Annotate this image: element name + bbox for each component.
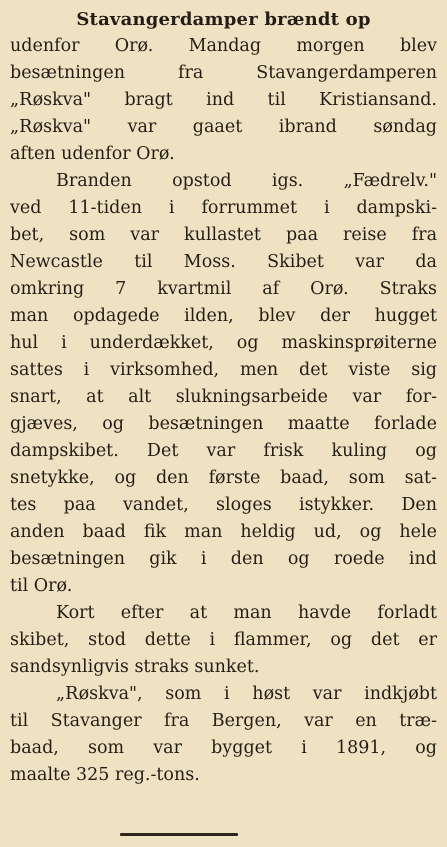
- paragraph-2: [10, 168, 437, 600]
- text-line: baad, som var bygget i 1891, og: [10, 738, 437, 758]
- paragraph-3: [10, 600, 437, 681]
- end-rule: [120, 833, 238, 836]
- text-line: Newcastle til Moss. Skibet var da: [10, 252, 437, 272]
- text-line: anden baad fik man heldig ud, og hele: [10, 522, 437, 542]
- text-line: gjæves, og besætningen maatte forlade: [10, 414, 437, 434]
- text-line: maalte 325 reg.-tons.: [10, 765, 200, 785]
- paragraph-4: [10, 681, 437, 789]
- paragraph-1: [10, 33, 437, 168]
- text-line: tes paa vandet, sloges istykker. Den: [10, 495, 437, 515]
- text-line: Kort efter at man havde forladt: [56, 603, 437, 623]
- text-line: til Stavanger fra Bergen, var en træ-: [10, 711, 437, 731]
- text-line: snart, at alt slukningsarbeide var for-: [10, 387, 437, 407]
- text-line: hul i underdækket, og maskinsprøiterne: [10, 333, 437, 353]
- article-headline: Stavangerdamper brændt op: [76, 9, 371, 30]
- text-line: sandsynligvis straks sunket.: [10, 657, 260, 677]
- text-line: besætningen gik i den og roede ind: [10, 549, 437, 569]
- text-line: omkring 7 kvartmil af Orø. Straks: [10, 279, 437, 299]
- text-line: snetykke, og den første baad, som sat-: [10, 468, 437, 488]
- text-line: Branden opstod igs. „Fædrelv.": [56, 171, 437, 191]
- text-line: man opdagede ilden, blev der hugget: [10, 306, 437, 326]
- text-line: „Røskva" bragt ind til Kristiansand.: [10, 90, 437, 110]
- text-line: udenfor Orø. Mandag morgen blev: [10, 36, 437, 56]
- text-line: skibet, stod dette i flammer, og det er: [10, 630, 437, 650]
- text-line: til Orø.: [10, 576, 73, 596]
- text-line: ved 11-tiden i forrummet i dampski-: [10, 198, 437, 218]
- text-line: aften udenfor Orø.: [10, 144, 175, 164]
- text-line: „Røskva" var gaaet ibrand søndag: [10, 117, 437, 137]
- text-line: dampskibet. Det var frisk kuling og: [10, 441, 437, 461]
- text-line: „Røskva", som i høst var indkjøbt: [56, 684, 437, 704]
- text-line: besætningen fra Stavangerdamperen: [10, 63, 437, 83]
- text-line: sattes i virksomhed, men det viste sig: [10, 360, 437, 380]
- text-line: bet, som var kullastet paa reise fra: [10, 225, 437, 245]
